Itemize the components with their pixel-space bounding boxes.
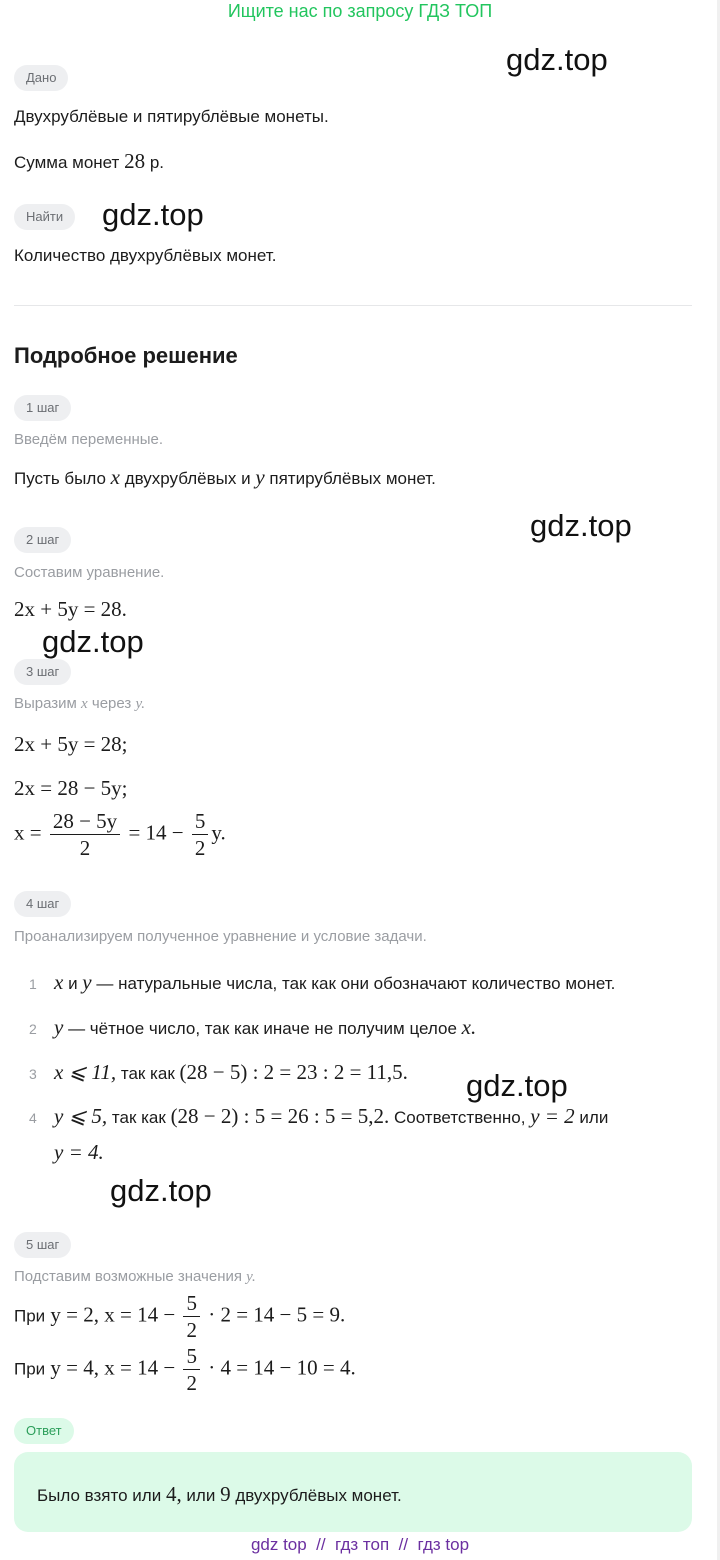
- given-line-2-pre: Сумма монет: [14, 153, 120, 172]
- item-4-e: y = 2: [530, 1104, 575, 1128]
- step-5-hint-pre: Подставим возможные значения: [14, 1268, 242, 1285]
- item-4-a: y ⩽ 5,: [54, 1104, 108, 1128]
- answer-n2: 9: [220, 1482, 231, 1506]
- fraction-numerator: 28 − 5y: [50, 810, 120, 835]
- fraction: [50, 810, 120, 859]
- step-3-eq-3: [14, 810, 226, 859]
- item-1-c: y: [82, 970, 92, 994]
- watermark: gdz.top: [42, 624, 144, 659]
- step-5-chip: 5 шаг: [14, 1232, 71, 1258]
- step-3-hint-mid: через: [91, 695, 132, 712]
- step-2-hint: Составим уравнение.: [14, 564, 165, 581]
- step-1-t3: пятирублёвых монет.: [269, 469, 436, 488]
- watermark: gdz.top: [506, 42, 608, 77]
- item-4-b: так как: [111, 1108, 166, 1127]
- list-item: [54, 971, 615, 995]
- list-number: 2: [29, 1021, 37, 1037]
- given-sum: 28: [124, 149, 146, 173]
- find-chip: Найти: [14, 204, 75, 230]
- item-2-b: — чётное число, так как иначе не получим целое: [68, 1019, 457, 1038]
- step-3-hint-pre: Выразим: [14, 695, 77, 712]
- list-number: 4: [29, 1110, 37, 1126]
- step-4-hint: Проанализируем полученное уравнение и условие задачи.: [14, 928, 427, 945]
- item-4-f: или: [579, 1108, 609, 1127]
- item-1-a: x: [54, 970, 64, 994]
- find-line: Количество двухрублёвых монет.: [14, 246, 277, 265]
- step-5-line-1: [14, 1292, 345, 1341]
- step-4-chip: 4 шаг: [14, 891, 71, 917]
- step-3-hint: [14, 694, 145, 714]
- watermark: gdz.top: [110, 1173, 212, 1208]
- list-number: 1: [29, 976, 37, 992]
- eq3-mid: = 14 −: [128, 820, 184, 845]
- list-item-continuation: [54, 1141, 104, 1165]
- step-1-chip: 1 шаг: [14, 395, 71, 421]
- step-3-chip: 3 шаг: [14, 659, 71, 685]
- watermark: gdz.top: [102, 197, 204, 232]
- l2-a: y = 4, x = 14 −: [50, 1355, 176, 1380]
- item-4-d: Соответственно,: [393, 1108, 526, 1127]
- section-divider: [14, 305, 692, 306]
- answer-n1: 4,: [165, 1482, 182, 1506]
- step-3-eq-1: 2x + 5y = 28;: [14, 732, 128, 756]
- step-3-hint-x: x: [81, 696, 88, 712]
- fraction: [183, 1292, 200, 1341]
- l1-b: · 2 = 14 − 5 = 9.: [208, 1302, 346, 1327]
- search-banner: Ищите нас по запросу ГДЗ ТОП: [227, 1, 493, 21]
- fraction-numerator: 5: [192, 810, 209, 835]
- list-item: [54, 1061, 408, 1085]
- fraction: [192, 810, 209, 859]
- answer-t1: Было взято или: [37, 1486, 162, 1505]
- list-number: 3: [29, 1066, 37, 1082]
- step-1-t1: Пусть было: [14, 469, 106, 488]
- watermark: gdz.top: [466, 1068, 568, 1103]
- step-2-equation: 2x + 5y = 28.: [14, 597, 127, 621]
- l1-a: y = 2, x = 14 −: [50, 1302, 176, 1327]
- fraction-denominator: 2: [186, 1371, 197, 1395]
- answer-t2: или: [186, 1486, 216, 1505]
- footer-links[interactable]: gdz top // гдз топ // гдз top: [250, 1535, 470, 1554]
- item-1-d: — натуральные числа, так как они обозначают количество монет.: [96, 974, 616, 993]
- eq3-lhs: x =: [14, 820, 42, 845]
- given-line-2: [14, 150, 164, 174]
- given-line-2-post: р.: [149, 153, 165, 172]
- answer-text: [37, 1483, 402, 1507]
- var-x: x: [110, 465, 120, 489]
- l1-pre: При: [14, 1306, 46, 1326]
- step-1-text: [14, 466, 436, 490]
- step-5-hint-y: y.: [246, 1269, 256, 1285]
- item-4-c: (28 − 2) : 5 = 26 : 5 = 5,2.: [170, 1104, 390, 1128]
- step-5-hint: [14, 1267, 256, 1287]
- var-y: y: [255, 465, 265, 489]
- l2-pre: При: [14, 1359, 46, 1379]
- fraction-denominator: 2: [79, 836, 91, 860]
- fraction-denominator: 2: [186, 1318, 197, 1342]
- fraction-numerator: 5: [183, 1345, 200, 1370]
- step-1-t2: двухрублёвых и: [124, 469, 251, 488]
- given-line-1: Двухрублёвые и пятирублёвые монеты.: [14, 107, 329, 126]
- step-1-hint: Введём переменные.: [14, 431, 164, 448]
- watermark: gdz.top: [530, 508, 632, 543]
- fraction: [183, 1345, 200, 1394]
- list-item: [54, 1105, 608, 1129]
- l2-b: · 4 = 14 − 10 = 4.: [208, 1355, 356, 1380]
- item-3-c: (28 − 5) : 2 = 23 : 2 = 11,5.: [179, 1060, 408, 1084]
- step-2-chip: 2 шаг: [14, 527, 71, 553]
- eq3-tail: y.: [211, 820, 226, 845]
- step-5-line-2: [14, 1345, 356, 1394]
- item-4-g: y = 4.: [54, 1140, 104, 1164]
- item-3-a: x ⩽ 11,: [54, 1060, 117, 1084]
- step-3-eq-2: 2x = 28 − 5y;: [14, 776, 128, 800]
- item-2-c: x.: [461, 1015, 477, 1039]
- item-3-b: так как: [120, 1064, 175, 1083]
- given-chip: Дано: [14, 65, 68, 91]
- answer-chip: Ответ: [14, 1418, 74, 1444]
- item-1-b: и: [68, 974, 78, 993]
- list-item: [54, 1016, 476, 1040]
- item-2-a: y: [54, 1015, 64, 1039]
- answer-t3: двухрублёвых монет.: [235, 1486, 402, 1505]
- fraction-numerator: 5: [183, 1292, 200, 1317]
- solution-title: Подробное решение: [14, 343, 238, 368]
- step-3-hint-y: y.: [135, 696, 146, 712]
- fraction-denominator: 2: [194, 836, 206, 860]
